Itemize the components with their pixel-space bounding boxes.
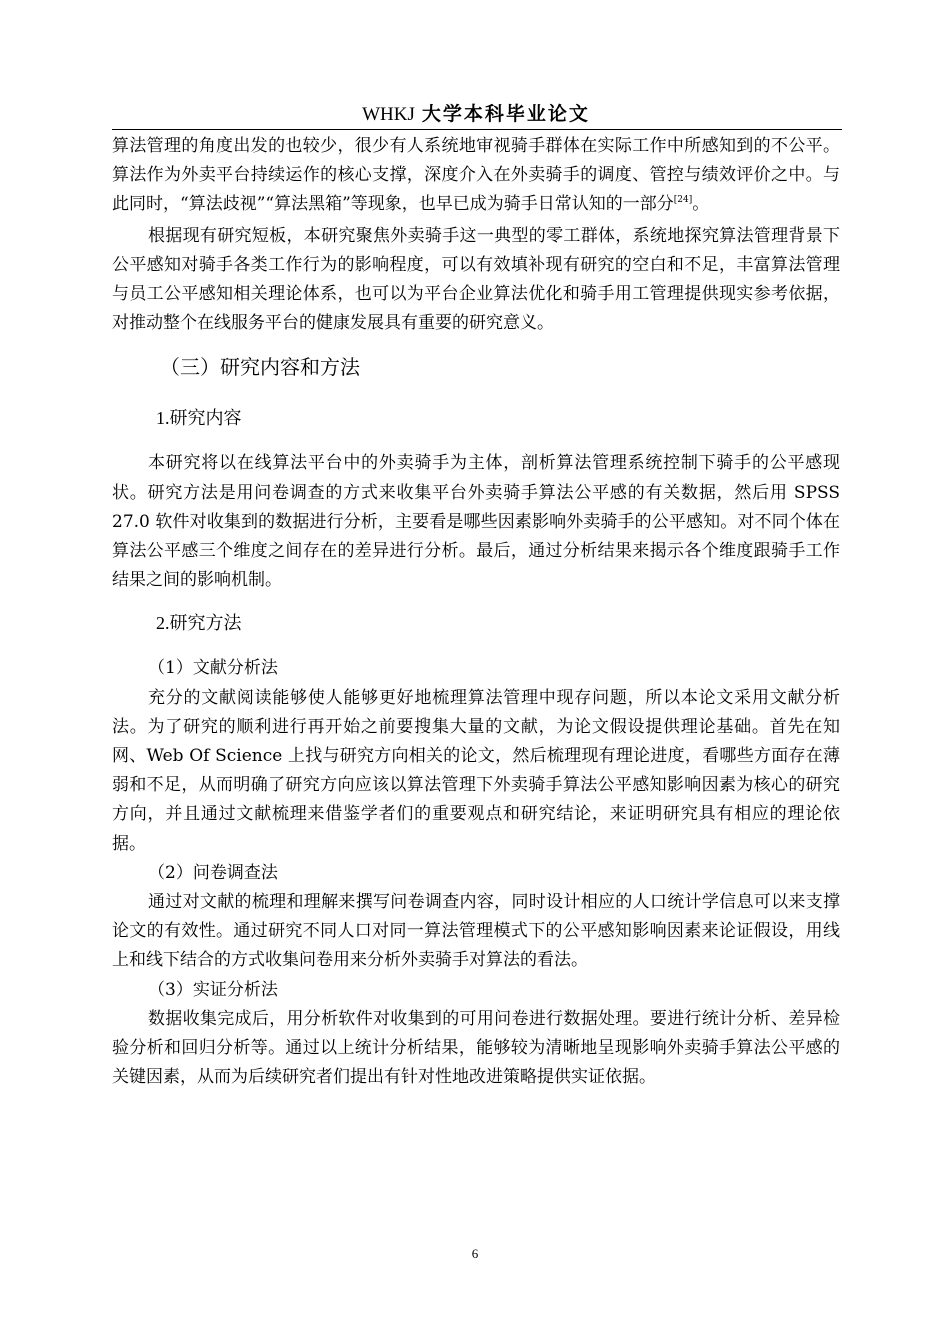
subsection-number: 1.: [156, 408, 170, 429]
subsection-number: 2.: [156, 613, 170, 634]
subsection-heading-methods: [112, 601, 840, 646]
subsection-title: 研究内容: [169, 408, 242, 430]
paragraph-empirical-method: 数据收集完成后，用分析软件对收集到的可用问卷进行数据处理。要进行统计分析、差异检验分析和回归分析等。通过以上统计分析结果，能够较为清晰地呈现影响外卖骑手算法公平感的关键因素，从而为后续研究者们提出有针对性地改进策略提供实证依据。: [112, 1008, 840, 1088]
paragraph-text: 算法管理的角度出发的也较少，很少有人系统地审视骑手群体在实际工作中所感知到的不公平。算法作为外卖平台持续运作的核心支撑，深度介入在外卖骑手的调度、管控与绩效评价之中。与此同时，“算法歧视”“算法黑箱”等现象，也早已成为骑手日常认知的一部分: [112, 136, 840, 215]
running-header: [112, 102, 840, 127]
subsection-title: 研究方法: [169, 613, 242, 635]
method-label-survey: （2）问卷调查法: [148, 862, 278, 883]
paragraph-significance: 根据现有研究短板，本研究聚焦外卖骑手这一典型的零工群体，系统地探究算法管理背景下公平感知对骑手各类工作行为的影响程度，可以有效填补现有研究的空白和不足，丰富算法管理与员工公平感知相关理论体系，也可以为平台企业算法优化和骑手用工管理提供现实参考依据，对推动整个在线服务平台的健康发展具有重要的研究意义。: [112, 225, 840, 334]
paragraph-literature-method: 充分的文献阅读能够使人能够更好地梳理算法管理中现存问题，所以本论文采用文献分析法。为了研究的顺利进行再开始之前要搜集大量的文献，为论文假设提供理论基础。首先在知网、Web Of Science 上找与研究方向相关的论文，然后梳理现有理论进度，看哪些方面存在薄弱和不足，从而明确了研究方向应该以算法管理下外卖骑手算法公平感知影响因素为核心的研究方向，并且通过文献梳理来借鉴学者们的重要观点和研究结论，来证明研究具有相应的理论依据。: [112, 687, 840, 854]
header-code: WHKJ: [362, 104, 415, 125]
paragraph-research-content: 本研究将以在线算法平台中的外卖骑手为主体，剖析算法管理系统控制下骑手的公平感现状。研究方法是用问卷调查的方式来收集平台外卖骑手算法公平感的有关数据，然后用 SPSS 27.0 软件对收集到的数据进行分析，主要看是哪些因素影响外卖骑手的公平感知。对不同个体在算法公平感三个维度之间存在的差异进行分析。最后，通过分析结果来揭示各个维度跟骑手工作结果之间的影响机制。: [112, 453, 840, 591]
paragraph-continued: [112, 132, 840, 220]
body-content: [112, 132, 840, 1092]
method-label-empirical: （3）实证分析法: [148, 979, 278, 1000]
section-heading-3: （三）研究内容和方法: [160, 355, 360, 380]
subsection-heading-content: [112, 396, 840, 441]
header-rule: [112, 129, 842, 130]
header-title: 大学本科毕业论文: [421, 103, 590, 125]
paragraph-survey-method: 通过对文献的梳理和理解来撰写问卷调查内容，同时设计相应的人口统计学信息可以来支撑论文的有效性。通过研究不同人口对同一算法管理模式下的公平感知影响因素来论证假设，用线上和线下结合的方式收集问卷用来分析外卖骑手对算法的看法。: [112, 892, 840, 971]
method-label-literature: （1）文献分析法: [148, 658, 278, 679]
page-number: 6: [471, 1246, 479, 1261]
citation-ref: [24]: [673, 195, 693, 206]
paragraph-end: 。: [692, 194, 710, 215]
